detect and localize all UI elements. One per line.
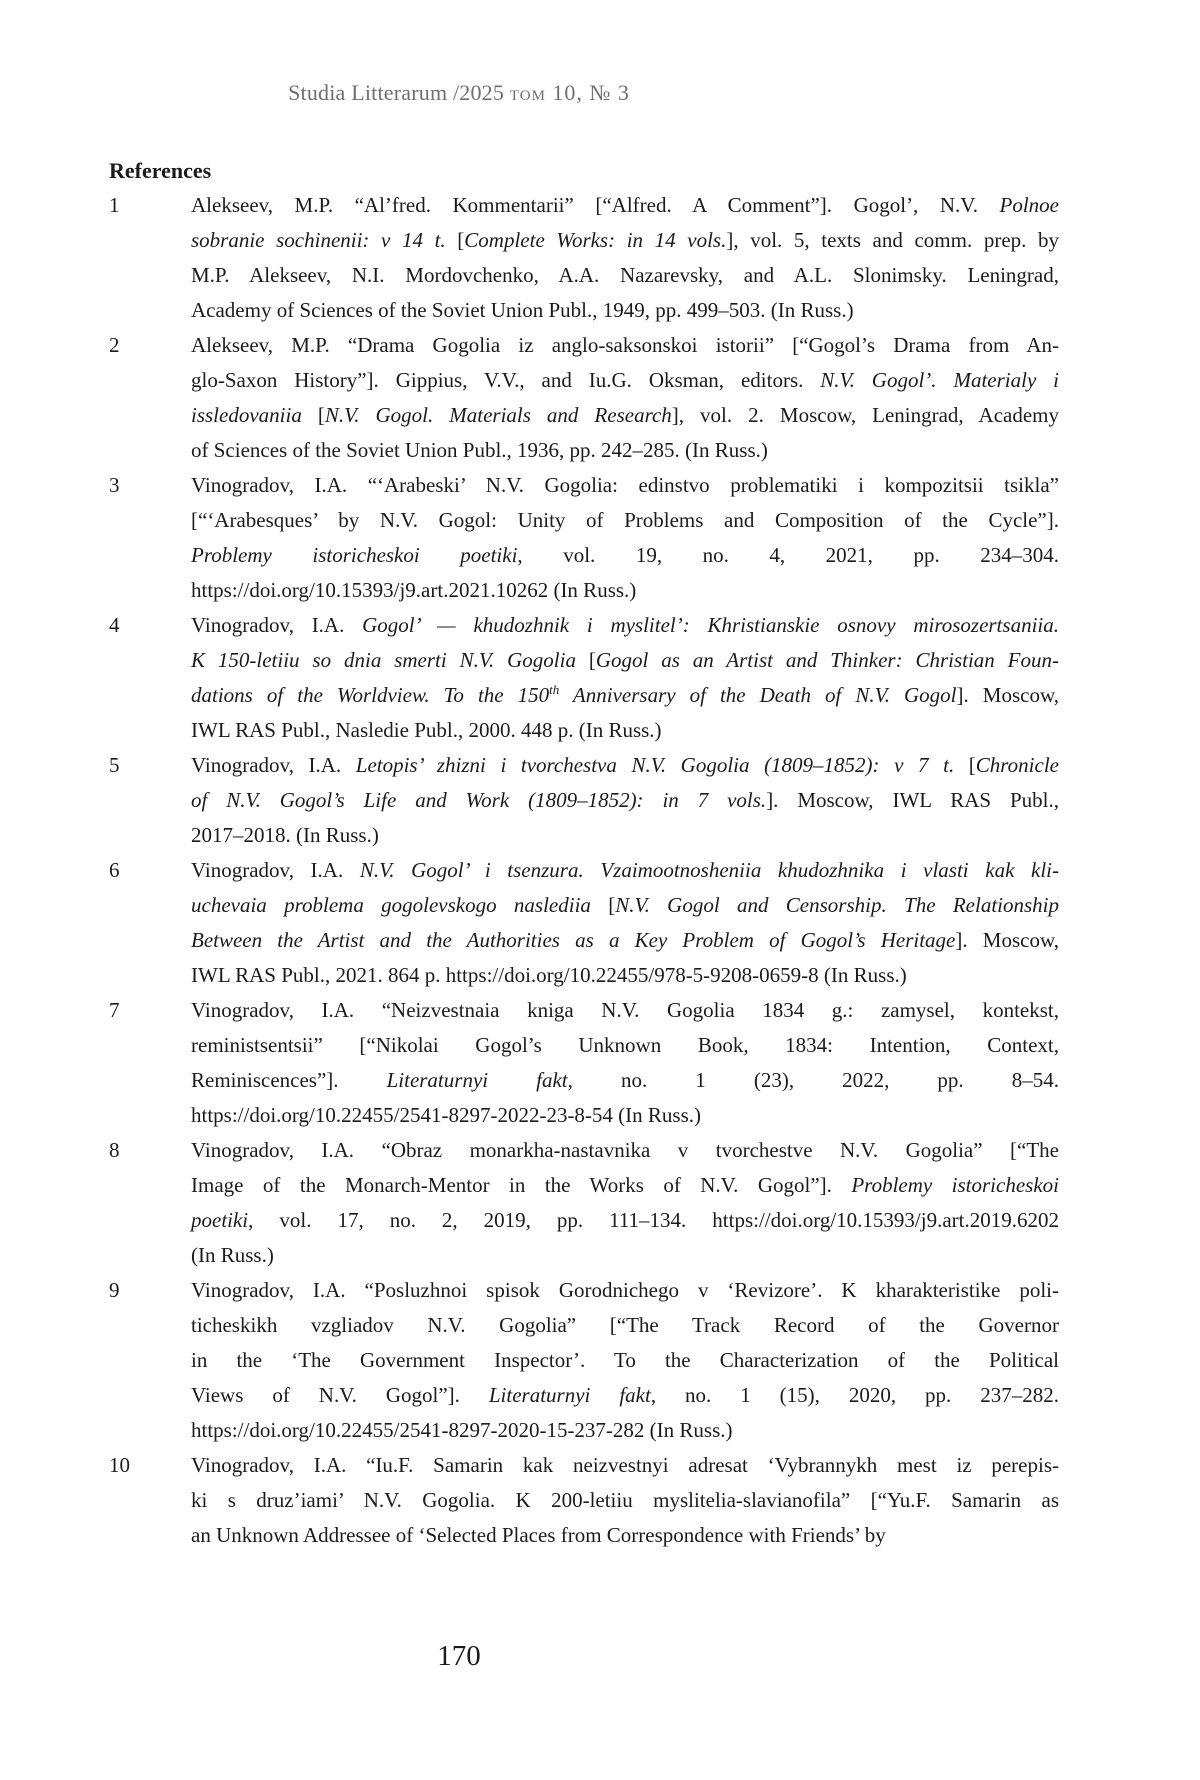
text-segment: Vinogradov, I.A.: [191, 613, 363, 637]
reference-text: [191, 188, 1059, 328]
text-segment: https://doi.org/10.15393/j9.art.2021.10262 (In Russ.): [191, 578, 637, 602]
italic-segment: Letopis’ zhizni i tvorchestva N.V. Gogolia (1809–1852): v 7 t.: [355, 753, 955, 777]
reference-entry: [109, 188, 1059, 328]
reference-line: [191, 433, 1059, 468]
italic-segment: N.V. Gogol. Materials and Research: [324, 403, 672, 427]
reference-text: [191, 853, 1059, 993]
reference-entry: [109, 468, 1059, 608]
italic-segment: dations of the Worldview. To the 150: [191, 683, 550, 707]
text-segment: [: [575, 648, 596, 672]
italic-segment: Chronicle: [975, 753, 1059, 777]
reference-entry: [109, 328, 1059, 468]
text-segment: Vinogradov, I.A. “Obraz monarkha-nastavnika v tvorchestve N.V. Gogolia” [“The: [191, 1138, 1059, 1162]
reference-entry: [109, 853, 1059, 993]
text-segment: Alekseev, M.P. “Drama Gogolia iz anglo-saksonskoi istorii” [“Gogol’s Drama from An-: [191, 333, 1059, 357]
italic-segment: Problemy istoricheskoi poetiki: [191, 543, 518, 567]
reference-entry: [109, 1133, 1059, 1273]
text-segment: ]. Moscow,: [955, 928, 1059, 952]
text-segment: ticheskikh vzgliadov N.V. Gogolia” [“The Track Record of the Governor: [191, 1313, 1059, 1337]
italic-segment: N.V. Gogol and Censorship. The Relationship: [615, 893, 1060, 917]
italic-segment: N.V. Gogol’ i tsenzura. Vzaimootnosheniia khudozhnika i vlasti kak kli-: [359, 858, 1059, 882]
reference-text: [191, 328, 1059, 468]
italic-segment: poetiki: [191, 1208, 249, 1232]
reference-list: [109, 188, 1059, 1553]
reference-line: [191, 643, 1059, 678]
reference-line: [191, 468, 1059, 503]
italic-segment: Gogol as an Artist and Thinker: Christian Foun-: [595, 648, 1060, 672]
text-segment: [: [590, 893, 616, 917]
reference-line: [191, 1308, 1059, 1343]
reference-line: [191, 1098, 1059, 1133]
reference-number: 2: [109, 333, 120, 357]
reference-line: [191, 1448, 1059, 1483]
text-segment: Vinogradov, I.A.: [191, 858, 360, 882]
reference-text: [191, 468, 1059, 608]
text-segment: an Unknown Addressee of ‘Selected Places from Correspondence with Friends’ by: [191, 1523, 886, 1547]
reference-number: 7: [109, 998, 120, 1022]
text-segment: 2017–2018. (In Russ.): [191, 823, 379, 847]
italic-segment: Literaturnyi fakt: [386, 1068, 568, 1092]
reference-line: [191, 1028, 1059, 1063]
text-segment: reministsentsii” [“Nikolai Gogol’s Unknown Book, 1834: Intention, Context,: [191, 1033, 1059, 1057]
reference-text: [191, 1273, 1059, 1448]
reference-line: [191, 258, 1059, 293]
reference-line: [191, 678, 1059, 713]
reference-line: [191, 783, 1059, 818]
text-segment: IWL RAS Publ., Nasledie Publ., 2000. 448 p. (In Russ.): [191, 718, 662, 742]
text-segment: M.P. Alekseev, N.I. Mordovchenko, A.A. Nazarevsky, and A.L. Slonimsky. Leningrad,: [191, 263, 1059, 287]
italic-segment: issledovaniia: [191, 403, 302, 427]
text-segment: ], vol. 2. Moscow, Leningrad, Academy: [671, 403, 1059, 427]
reference-line: [191, 1378, 1059, 1413]
text-segment: , vol. 19, no. 4, 2021, pp. 234–304.: [517, 543, 1059, 567]
reference-line: [191, 853, 1059, 888]
reference-number: 1: [109, 193, 120, 217]
reference-line: [191, 328, 1059, 363]
text-segment: of Sciences of the Soviet Union Publ., 1936, pp. 242–285. (In Russ.): [191, 438, 768, 462]
reference-line: [191, 888, 1059, 923]
text-segment: https://doi.org/10.22455/2541-8297-2020-15-237-282 (In Russ.): [191, 1418, 733, 1442]
volume-issue: том 10, № 3: [509, 80, 630, 105]
text-segment: [: [445, 228, 465, 252]
italic-segment: Problemy istoricheskoi: [851, 1173, 1059, 1197]
reference-line: [191, 958, 1059, 993]
reference-entry: [109, 1273, 1059, 1448]
reference-number: 8: [109, 1138, 120, 1162]
reference-number: 6: [109, 858, 120, 882]
reference-line: [191, 363, 1059, 398]
reference-line: [191, 1273, 1059, 1308]
italic-segment: of N.V. Gogol’s Life and Work (1809–1852): in 7 vols.: [191, 788, 767, 812]
text-segment: [“‘Arabesques’ by N.V. Gogol: Unity of Problems and Composition of the Cycle”].: [191, 508, 1059, 532]
reference-text: [191, 1133, 1059, 1273]
text-segment: ], vol. 5, texts and comm. prep. by: [726, 228, 1060, 252]
reference-number: 9: [109, 1278, 120, 1302]
italic-segment: sobranie sochinenii: v 14 t.: [191, 228, 446, 252]
reference-line: [191, 1518, 1059, 1553]
text-segment: ]. Moscow,: [956, 683, 1060, 707]
text-segment: , no. 1 (23), 2022, pp. 8–54.: [567, 1068, 1059, 1092]
reference-line: [191, 1203, 1059, 1238]
reference-line: [191, 1063, 1059, 1098]
reference-text: [191, 748, 1059, 853]
reference-line: [191, 608, 1059, 643]
reference-number: 5: [109, 753, 120, 777]
text-segment: Reminiscences”].: [191, 1068, 387, 1092]
reference-line: [191, 1168, 1059, 1203]
reference-entry: [109, 993, 1059, 1133]
reference-line: [191, 818, 1059, 853]
reference-line: [191, 1133, 1059, 1168]
italic-segment: Literaturnyi fakt: [488, 1383, 651, 1407]
text-segment: Vinogradov, I.A. “Posluzhnoi spisok Gorodnichego v ‘Revizore’. K kharakteristike poli-: [191, 1278, 1059, 1302]
text-segment: , no. 1 (15), 2020, pp. 237–282.: [650, 1383, 1059, 1407]
reference-number: 10: [109, 1453, 130, 1477]
text-segment: (In Russ.): [191, 1243, 274, 1267]
italic-segment: Between the Artist and the Authorities as a Key Problem of Gogol’s Heritage: [191, 928, 956, 952]
italic-segment: Anniversary of the Death of N.V. Gogol: [559, 683, 957, 707]
reference-line: [191, 188, 1059, 223]
text-segment: [: [954, 753, 976, 777]
page-number: 170: [437, 1640, 481, 1672]
text-segment: ki s druz’iami’ N.V. Gogolia. K 200-letiiu myslitelia-slavianofila” [“Yu.F. Samarin as: [191, 1488, 1059, 1512]
italic-segment: Polnoe: [999, 193, 1059, 217]
reference-number: 3: [109, 473, 120, 497]
italic-segment: K 150-letiiu so dnia smerti N.V. Gogolia: [191, 648, 576, 672]
reference-entry: [109, 1448, 1059, 1553]
references-section: [109, 153, 1059, 1553]
reference-number: 4: [109, 613, 120, 637]
reference-text: [191, 993, 1059, 1133]
text-segment: Image of the Monarch-Mentor in the Works of N.V. Gogol”].: [191, 1173, 852, 1197]
reference-line: [191, 398, 1059, 433]
reference-line: [191, 713, 1059, 748]
italic-segment: uchevaia problema gogolevskogo naslediia: [191, 893, 591, 917]
reference-line: [191, 573, 1059, 608]
text-segment: glo-Saxon History”]. Gippius, V.V., and Iu.G. Oksman, editors.: [191, 368, 821, 392]
text-segment: [: [301, 403, 325, 427]
journal-title: Studia Litterarum /2025: [288, 80, 510, 105]
reference-line: [191, 748, 1059, 783]
reference-line: [191, 1238, 1059, 1273]
text-segment: Vinogradov, I.A.: [191, 753, 356, 777]
text-segment: Vinogradov, I.A. “Neizvestnaia kniga N.V. Gogolia 1834 g.: zamysel, kontekst,: [191, 998, 1059, 1022]
text-segment: Vinogradov, I.A. “‘Arabeski’ N.V. Gogolia: edinstvo problematiki i kompozitsii tsikla”: [191, 473, 1059, 497]
reference-entry: [109, 748, 1059, 853]
reference-entry: [109, 608, 1059, 748]
reference-text: [191, 1448, 1059, 1553]
italic-segment: Gogol’ — khudozhnik i myslitel’: Khristianskie osnovy mirosozertsaniia.: [362, 613, 1059, 637]
reference-line: [191, 923, 1059, 958]
text-segment: IWL RAS Publ., 2021. 864 p. https://doi.org/10.22455/978-5-9208-0659-8 (In Russ.): [191, 963, 907, 987]
reference-text: [191, 608, 1059, 748]
italic-segment: Complete Works: in 14 vols.: [464, 228, 727, 252]
text-segment: Vinogradov, I.A. “Iu.F. Samarin kak neizvestnyi adresat ‘Vybrannykh mest iz perepis-: [191, 1453, 1059, 1477]
text-segment: Views of N.V. Gogol”].: [191, 1383, 489, 1407]
reference-line: [191, 293, 1059, 328]
references-heading: References: [109, 158, 212, 183]
text-segment: in the ‘The Government Inspector’. To the Characterization of the Political: [191, 1348, 1059, 1372]
text-segment: ]. Moscow, IWL RAS Publ.,: [766, 788, 1059, 812]
reference-line: [191, 1343, 1059, 1378]
text-segment: Alekseev, M.P. “Al’fred. Kommentarii” [“Alfred. A Comment”]. Gogol’, N.V.: [191, 193, 1000, 217]
italic-segment: th: [549, 682, 560, 697]
reference-line: [191, 223, 1059, 258]
reference-line: [191, 993, 1059, 1028]
reference-line: [191, 1483, 1059, 1518]
text-segment: Academy of Sciences of the Soviet Union Publ., 1949, pp. 499–503. (In Russ.): [191, 298, 854, 322]
reference-line: [191, 1413, 1059, 1448]
text-segment: https://doi.org/10.22455/2541-8297-2022-23-8-54 (In Russ.): [191, 1103, 702, 1127]
text-segment: , vol. 17, no. 2, 2019, pp. 111–134. https://doi.org/10.15393/j9.art.2019.6202: [248, 1208, 1059, 1232]
reference-line: [191, 503, 1059, 538]
reference-line: [191, 538, 1059, 573]
italic-segment: N.V. Gogol’. Materialy i: [820, 368, 1059, 392]
running-header: [0, 80, 918, 106]
